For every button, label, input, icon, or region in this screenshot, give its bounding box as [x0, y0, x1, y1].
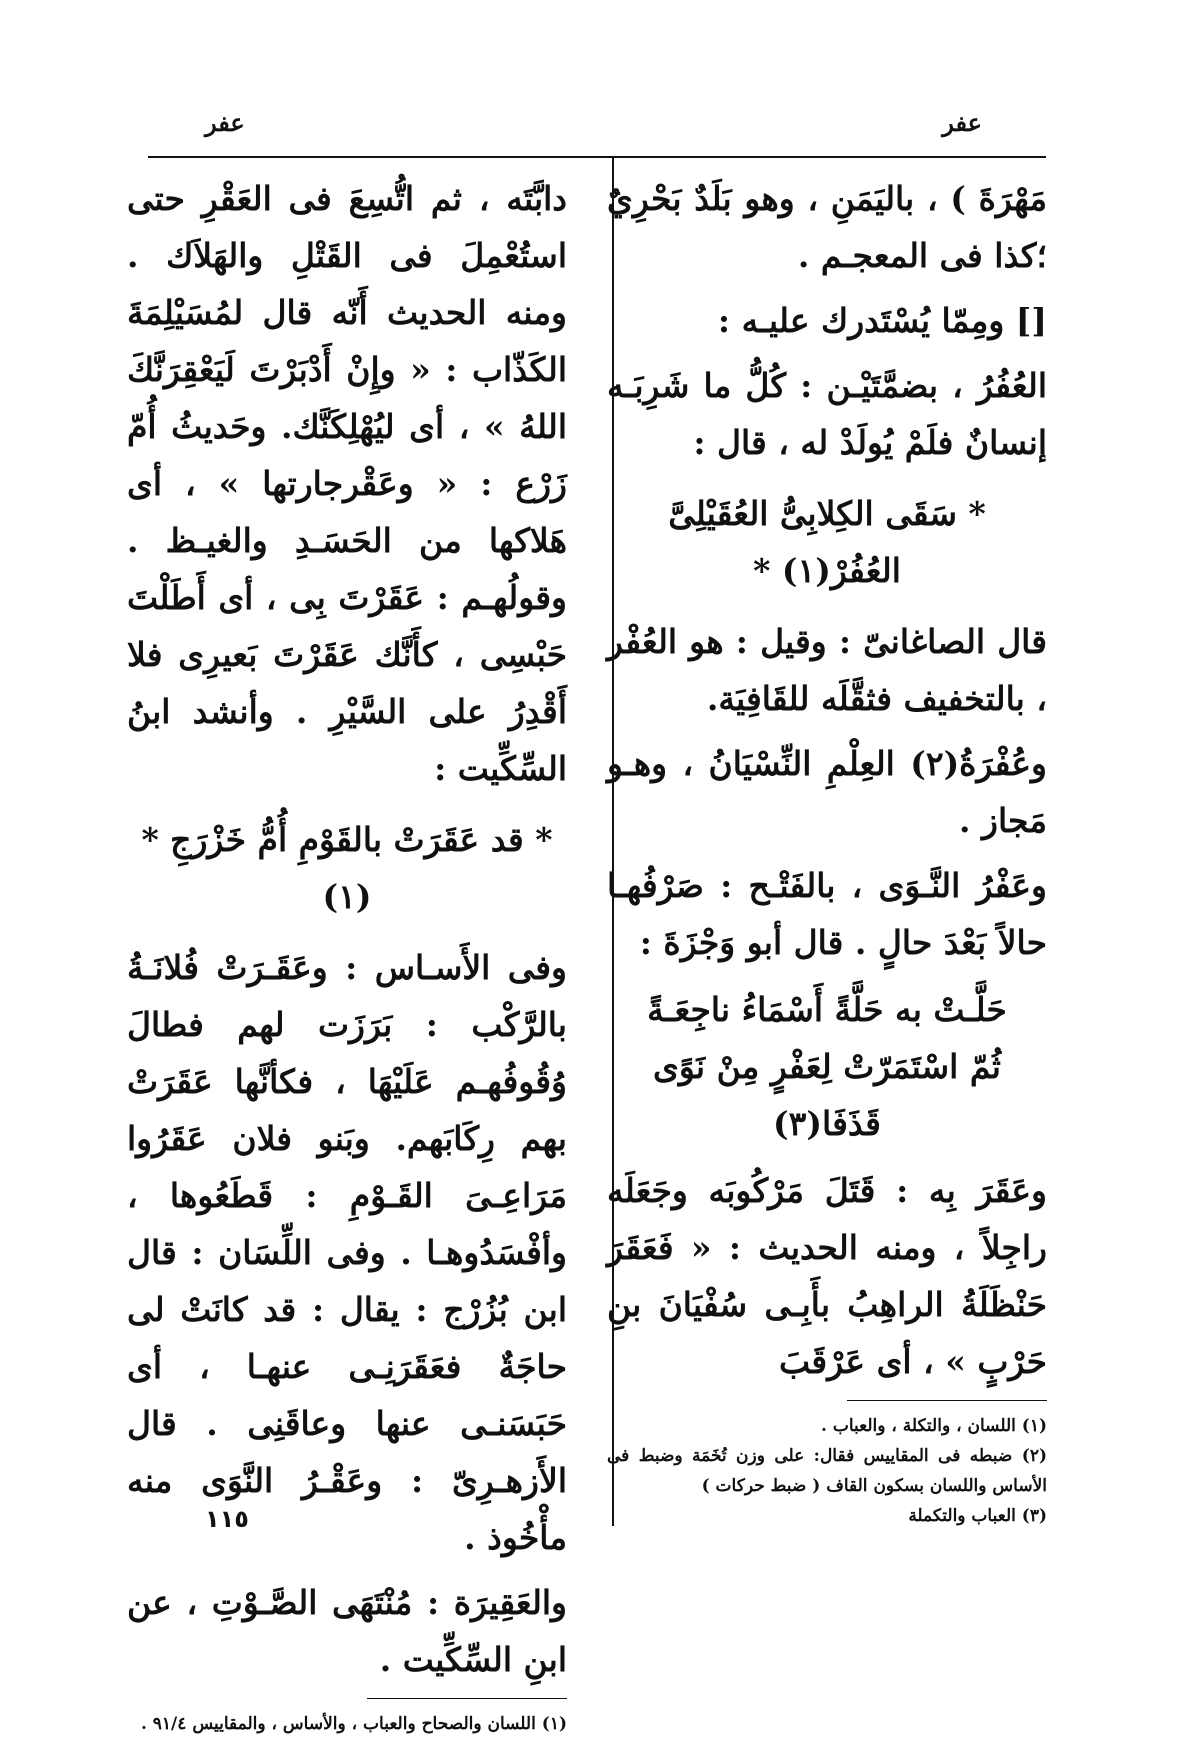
running-head-right: عفر — [942, 108, 982, 137]
paragraph: [] ومِمّا يُسْتَدرك عليـه : — [717, 301, 1047, 340]
footnote: (٢) ضبطه فى المقاييس فقال: على وزن تُخَمَة وضبط فى الأساس واللسان بسكون القاف ( ضبط حركات ) — [607, 1446, 1047, 1496]
footnote: (١) اللسان ، والتكلة ، والعباب . — [821, 1416, 1047, 1436]
verse-line: * سَقَى الكِلابِىُّ العُقَيْلِىَّ العُفُرْ(١) * — [668, 494, 986, 590]
paragraph: العُفُرُ ، بضمَّتَيْـن : كُلُّ ما شَرِبَـه إنسانٌ فلَمْ يُولَدْ له ، قال : — [607, 366, 1047, 462]
paragraph: والعَقِيرَة : مُنْتَهَى الصَّـوْتِ ، عن ابنِ السِّكِّيت . — [127, 1583, 567, 1679]
paragraph: مَهْرَةَ ) ، باليَمَنِ ، وهو بَلَدٌ بَحْرِيٌ ؛كذا فى المعجـم . — [607, 179, 1047, 275]
footnote: (٣) العباب والتكملة — [908, 1506, 1047, 1526]
paragraph: وفى الأَسـاس : وعَقَـرَتْ فُلانَـةُ بالرَّكْب : بَرَزَت لهم فطالَ وُقُوفُهـم عَلَيْهَا ، فكأنَّها عَقَرَتْ بهم رِكَابَهم. وبَنو فلان عَقَرُوا مَرَاعِـىَ القَـوْمِ : قَطَعُوها ، وأفْسَدُوهـا . وفى اللِّسَان : قال ابن بُزُرْج : يقال : قد كانَتْ لى حاجَةٌ فعَقَرَنِـى عنهـا ، أى حَبَسَنـى عنها وعاقَنِى . قال الأَزهـرِىّ : وعَقْـرُ النَّوَى منه مأْخُوذ . — [127, 948, 567, 1557]
footnote-rule — [367, 1698, 567, 1699]
paragraph: وعَفْرُ النَّـوَى ، بالفَتْـح : صَرْفُهـا حالاً بَعْدَ حالٍ . قال أبو وَجْزَةَ : — [607, 866, 1047, 962]
verse-hemistich-2: ثُمّ اسْتَمَرّتْ لِعَفْرٍ مِنْ نَوًى قَذَفَا(٣) — [653, 1047, 1001, 1143]
paragraph: وعُفْرَةُ(٢) العِلْمِ النِّسْيَانُ ، وهـو مَجاز . — [607, 744, 1047, 840]
page-number: ١١٥ — [205, 1505, 249, 1533]
footnote-rule — [847, 1400, 1047, 1401]
paragraph: وعَقَرَ بِه : قَتَلَ مَرْكُوبَه وجَعَلَه راجِلاً ، ومنه الحديث : « فَعَقَرَ حَنْظَلَةُ الراهِبُ بأَبِـى سُفْيَانَ بنِ حَرْبٍ » ، أى عَرْقَبَ — [607, 1171, 1047, 1381]
right-column — [607, 170, 1047, 1531]
header-rule — [148, 156, 1046, 158]
footnote: (١) اللسان والصحاح والعباب ، والأساس ، والمقاييس ٩١/٤ . — [140, 1714, 567, 1734]
paragraph: دابَّتَه ، ثم اتُّسِعَ فى العَقْرِ حتى استُعْمِلَ فى القَتْلِ والهَلاَك . ومنه الحديث أَنّه قال لمُسَيْلِمَةَ الكَذّاب : « وإِنْ أَدْبَرْتَ لَيَعْقِرَنَّكَ اللهُ » ، أى ليُهْلِكَنَّك. وحَديثُ أُمّ زَرْع : « وعَقْرجارتها » ، أى هَلاكها من الحَسَـدِ والغيـظ . وقولُهـم : عَقَرْتَ بِى ، أى أَطَلْتَ حَبْسِى ، كأَنَّك عَقَرْتَ بَعيرِى فلا أَقْدِرُ على السَّيْرِ . وأنشد ابنُ السِّكِّيت : — [127, 179, 567, 788]
running-head-left: عفر — [205, 108, 245, 137]
paragraph: قال الصاغانىّ : وقيل : هو العُفْر ، بالتخفيف فثقَّلَه للقَافِيَة. — [607, 622, 1047, 718]
verse-hemistich-1: حَلَّـتْ به حَلَّةً أَسْمَاءُ ناجِعَـةً — [647, 990, 1007, 1029]
verse-couplet — [607, 981, 1047, 1152]
footnotes-left — [127, 1709, 567, 1739]
verse-line: * قد عَقَرَتْ بالقَوْمِ أُمُّ خَزْرَجِ *(١) — [141, 820, 553, 916]
left-column — [127, 170, 567, 1739]
footnotes-right — [607, 1411, 1047, 1531]
